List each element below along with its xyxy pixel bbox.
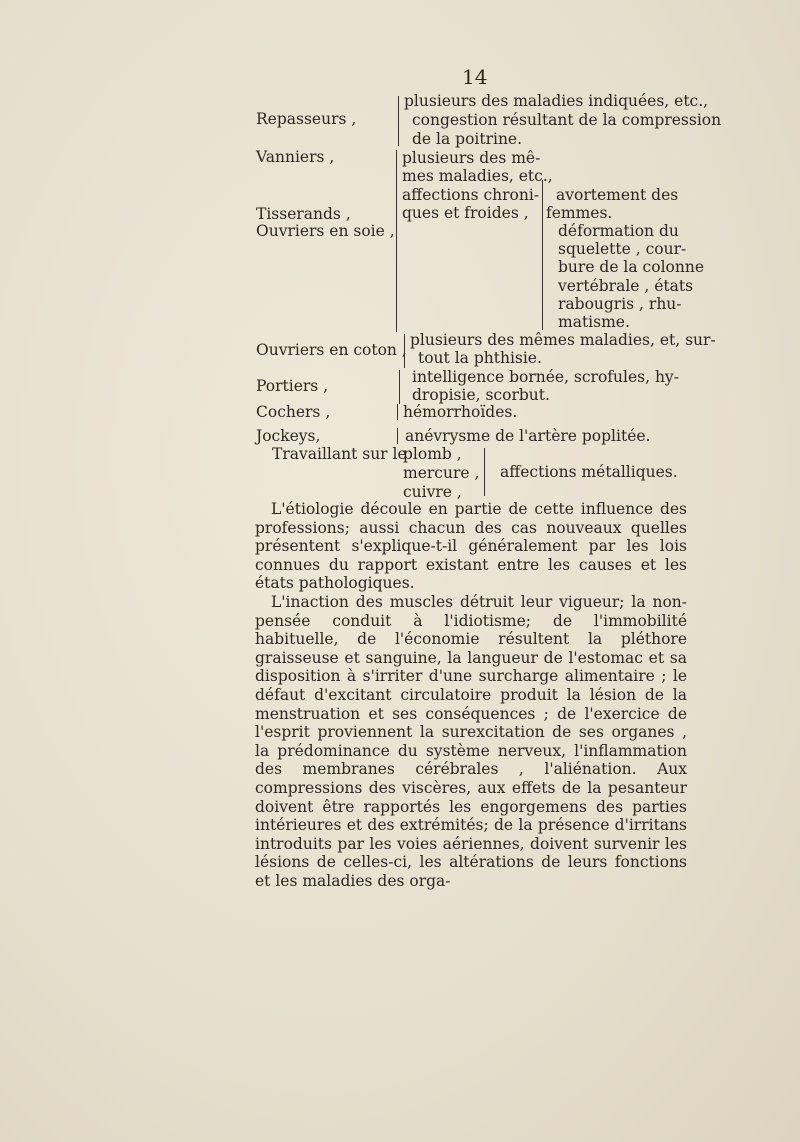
coton-line-1: plusieurs des mêmes maladies, et, sur- — [410, 331, 716, 349]
label-portiers: Portiers , — [256, 377, 329, 395]
vanniers-line-1: plusieurs des mê- — [402, 149, 541, 167]
body-text — [255, 500, 687, 890]
brace-vanniers — [396, 150, 397, 332]
right-line-8: matisme. — [558, 313, 630, 331]
label-jockeys: Jockeys, — [256, 427, 321, 445]
right-line-7: rabougris , rhu- — [558, 295, 682, 313]
brace-repasseurs — [398, 96, 399, 146]
vanniers-line-2: mes maladies, etc., — [402, 167, 553, 185]
right-line-6: vertébrale , états — [558, 277, 694, 295]
metal-mercure: mercure , — [403, 464, 480, 482]
repasseurs-line-3: de la poitrine. — [412, 130, 523, 148]
cochers-text: hémorrhoïdes. — [403, 403, 518, 421]
label-tisserands: Tisserands , — [256, 205, 351, 223]
repasseurs-line-1: plusieurs des maladies indiquées, etc., — [404, 92, 709, 110]
brace-right-column — [542, 180, 543, 330]
brace-jockeys — [397, 428, 398, 444]
right-line-2: femmes. — [546, 204, 613, 222]
metal-plomb: plomb , — [403, 445, 462, 463]
right-line-1: avortement des — [556, 186, 679, 204]
repasseurs-line-2: congestion résultant de la compression — [412, 111, 722, 129]
metal-cuivre: cuivre , — [403, 483, 462, 501]
label-travaillant: Travaillant sur le — [272, 445, 407, 463]
paragraph-2-text: L'inaction des muscles détruit leur vigueur; la non-pensée conduit à l'idiotisme; de l'immobilité habituelle, de l'économie résultent la pléthore graisseuse et sanguine, la langueur de l'estomac et sa disposition à s'irriter d'une surcharge alimentaire ; le défaut d'excitant circulatoire produit la lésion de la menstruation et ses conséquences ; de l'exercice de l'esprit proviennent la surexcitation de ses organes , la prédominance du système nerveux, l'inflammation des membranes cérébrales , l'aliénation. Aux compressions des viscères, aux effets de la pesanteur doivent être rapportés les engorgemens des parties intérieures et des extrémités; de la présence d'irritans introduits par les voies aériennes, doivent survenir les lésions de celles-ci, les altérations de leurs fonctions et les maladies des orga- — [255, 592, 687, 890]
label-repasseurs: Repasseurs , — [256, 110, 357, 128]
paragraph-1-text: L'étiologie découle en partie de cette influence des professions; aussi chacun des cas nouveaux quelles présentent s'explique-t-il généralement par les lois connues du rapport existant entre les causes et les états pathologiques. — [255, 500, 687, 593]
coton-line-2: tout la phthisie. — [418, 349, 542, 367]
right-line-5: bure de la colonne — [558, 258, 705, 276]
vanniers-line-4: ques et froides , — [402, 204, 529, 222]
label-vanniers: Vanniers , — [256, 148, 335, 166]
brace-metals — [480, 448, 485, 496]
portiers-line-1: intelligence bornée, scrofules, hy- — [412, 368, 679, 386]
brace-coton — [404, 334, 405, 368]
label-cochers: Cochers , — [256, 403, 331, 421]
right-line-4: squelette , cour- — [558, 240, 687, 258]
vanniers-line-3: affections chroni- — [402, 186, 540, 204]
label-ouvriers-coton: Ouvriers en coton , — [256, 341, 407, 359]
jockeys-text: anévrysme de l'artère poplitée. — [405, 427, 651, 445]
paragraph-1 — [255, 500, 687, 593]
brace-portiers — [399, 370, 400, 404]
right-line-3: déformation du — [558, 222, 679, 240]
paragraph-2 — [255, 593, 687, 891]
portiers-line-2: dropisie, scorbut. — [412, 386, 550, 404]
page-number: 14 — [462, 65, 488, 89]
metals-effect: affections métalliques. — [500, 463, 678, 481]
brace-cochers — [397, 404, 398, 420]
label-ouvriers-soie: Ouvriers en soie , — [256, 222, 395, 240]
